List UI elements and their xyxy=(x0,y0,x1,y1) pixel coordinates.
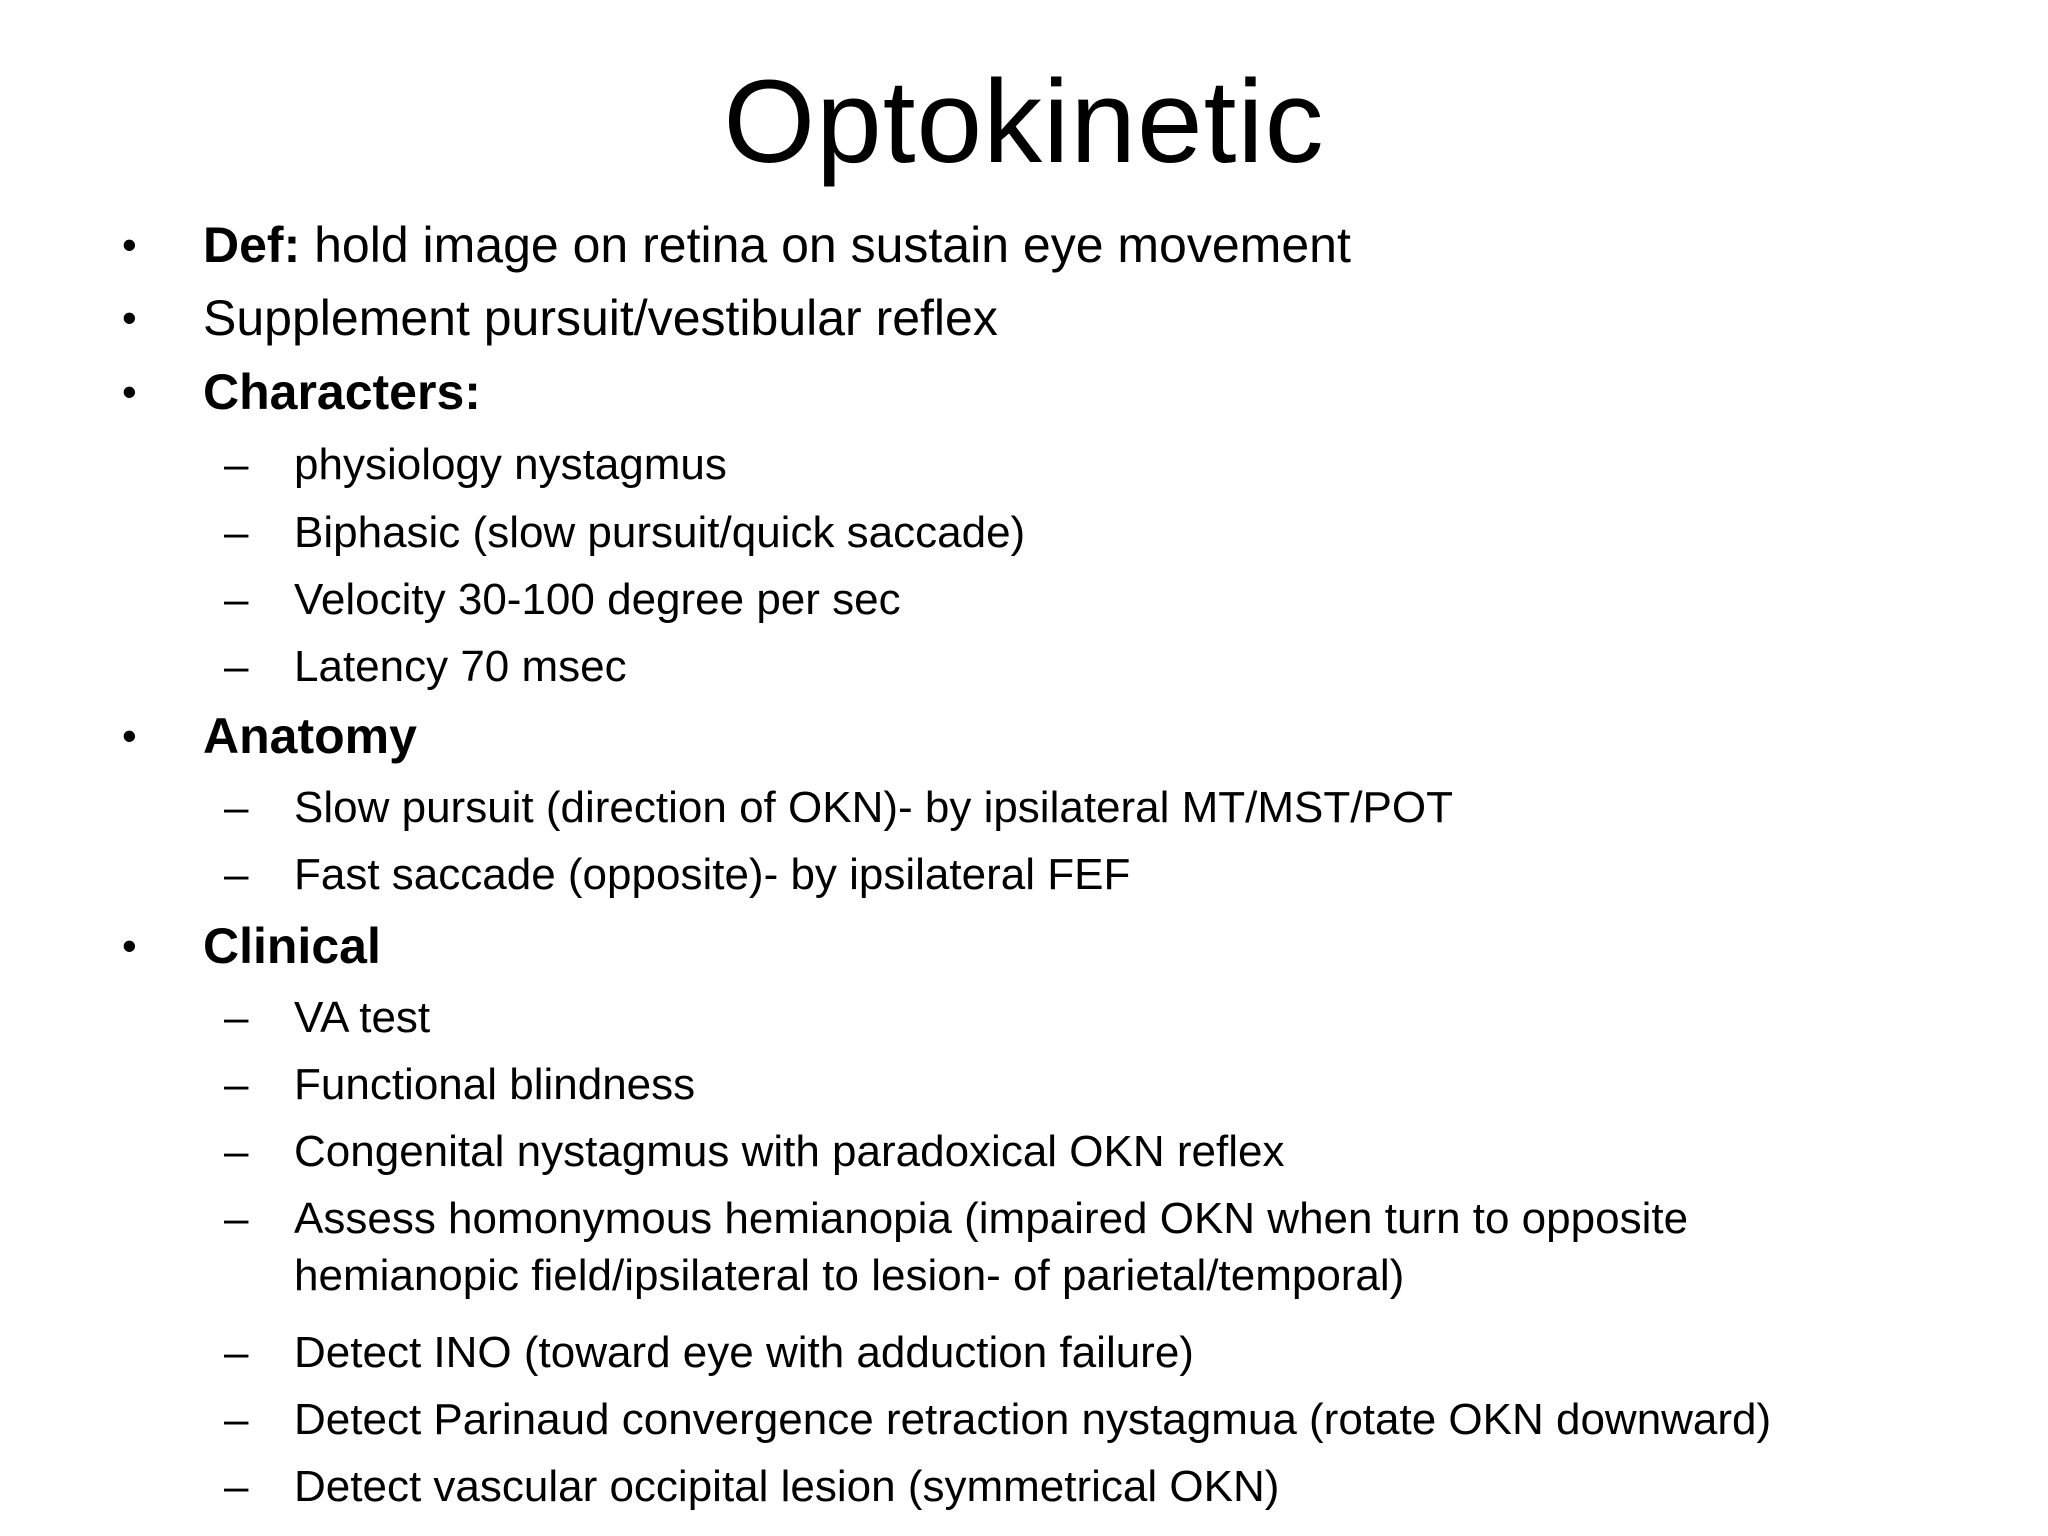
bullet-text: hold image on retina on sustain eye movement xyxy=(300,217,1351,273)
dash-icon: – xyxy=(224,1194,249,1243)
sub-item-text: Slow pursuit (direction of OKN)- by ipsilateral MT/MST/POT xyxy=(294,783,1453,832)
dash-icon: – xyxy=(224,1462,249,1511)
sub-item-text: Detect INO (toward eye with adduction failure) xyxy=(294,1328,1194,1377)
sub-item-text: Detect vascular occipital lesion (symmetrical OKN) xyxy=(294,1462,1280,1511)
sub-item-text: Fast saccade (opposite)- by ipsilateral FEF xyxy=(294,850,1131,899)
dash-icon: – xyxy=(224,508,249,557)
sub-item-text: VA test xyxy=(294,993,431,1042)
bullet-text: Supplement pursuit/vestibular reflex xyxy=(203,290,998,346)
sub-item-text: Biphasic (slow pursuit/quick saccade) xyxy=(294,508,1026,557)
sub-item-text: Functional blindness xyxy=(294,1060,696,1109)
sub-item-text-line2: hemianopic field/ipsilateral to lesion- of parietal/temporal) xyxy=(294,1251,1405,1300)
dash-icon: – xyxy=(224,1328,249,1377)
sub-item-text: Latency 70 msec xyxy=(294,642,627,691)
bullet-label: Characters: xyxy=(203,364,481,420)
dash-icon: – xyxy=(224,642,249,691)
dash-icon: – xyxy=(224,440,249,489)
bullet-icon: • xyxy=(122,712,137,759)
dash-icon: – xyxy=(224,850,249,899)
slide-title: Optokinetic xyxy=(723,56,1325,188)
sub-item-text: Velocity 30-100 degree per sec xyxy=(294,575,901,624)
sub-item-text: physiology nystagmus xyxy=(294,440,727,489)
dash-icon: – xyxy=(224,993,249,1042)
dash-icon: – xyxy=(224,1395,249,1444)
bullet-icon: • xyxy=(122,922,137,969)
dash-icon: – xyxy=(224,575,249,624)
bullet-icon: • xyxy=(122,368,137,415)
bullet-icon: • xyxy=(122,221,137,268)
dash-icon: – xyxy=(224,783,249,832)
bullet-icon: • xyxy=(122,294,137,341)
sub-item-text-line1: Assess homonymous hemianopia (impaired OKN when turn to opposite xyxy=(294,1194,1689,1243)
dash-icon: – xyxy=(224,1127,249,1176)
bullet-label: Clinical xyxy=(203,918,381,974)
sub-item-text: Detect Parinaud convergence retraction nystagmua (rotate OKN downward) xyxy=(294,1395,1772,1444)
dash-icon: – xyxy=(224,1060,249,1109)
bullet-label: Anatomy xyxy=(203,708,417,764)
sub-item-text: Congenital nystagmus with paradoxical OKN reflex xyxy=(294,1127,1285,1176)
bullet-label: Def: xyxy=(203,217,301,273)
